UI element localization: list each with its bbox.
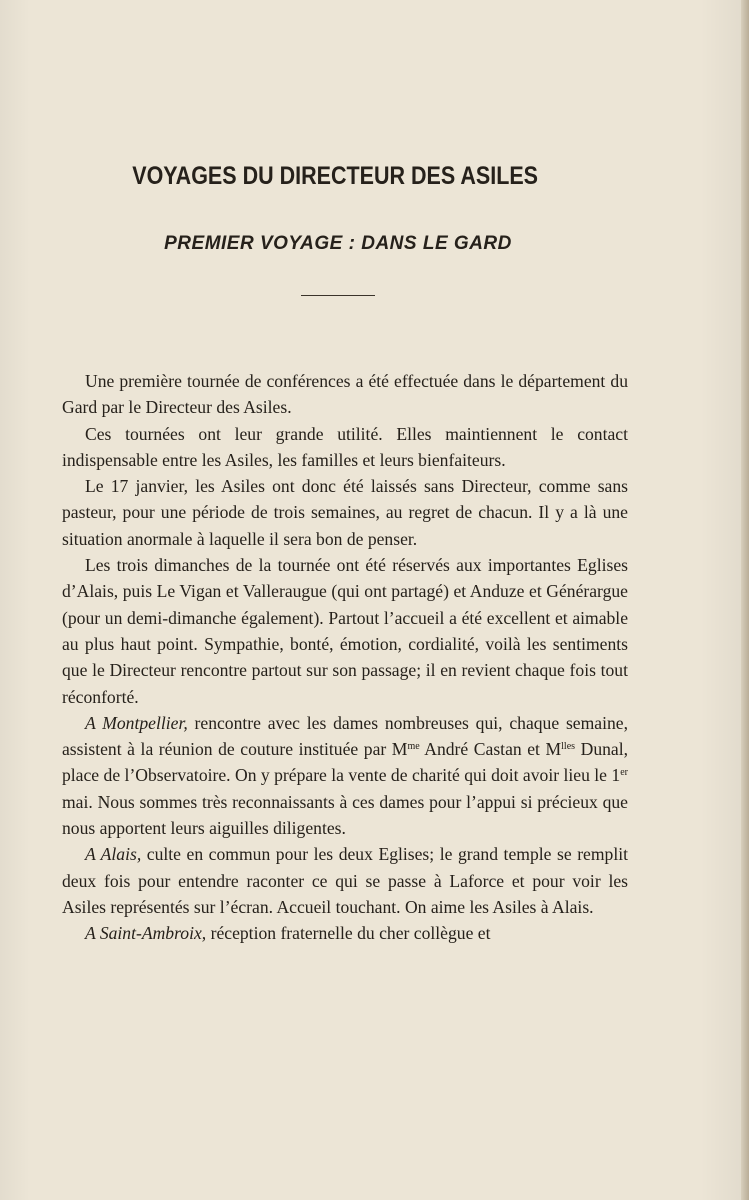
page-edge-shadow — [741, 0, 749, 1200]
paragraph-3: Le 17 janvier, les Asiles ont donc été laissés sans Directeur, comme sans pasteur, pour une période de trois semaines, au regret de chacun. Il y a là une situation anormale à laquelle il sera bon de penser. — [62, 476, 628, 549]
body-text — [62, 368, 628, 947]
paragraph-5-text-4: mai. Nous sommes très reconnaissants à ces dames pour l’appui si précieux que nous apportent leurs aiguilles diligentes. — [62, 791, 628, 839]
superscript-er: er — [620, 767, 628, 779]
paragraph-5 — [62, 710, 628, 841]
paragraph-6 — [62, 841, 628, 920]
paragraph-4: Les trois dimanches de la tournée ont été réservés aux importantes Eglises d’Alais, puis Le Vigan et Valleraugue (qui ont partagé) et Anduze et Générargue (pour un demi-dimanche également). Partout l’accueil a été excellent et aimable au plus haut point. Sympathie, bonté, émotion, cordialité, voilà les sentiments que le Directeur rencontre partout sur son passage; il en revient chaque fois tout réconforté. — [62, 555, 628, 707]
page-title: VOYAGES DU DIRECTEUR DES ASILES — [132, 162, 539, 190]
place-name-montpellier: A Montpellier, — [85, 712, 188, 733]
paragraph-5-text-2: André Castan et M — [419, 739, 562, 760]
title-divider — [301, 295, 375, 296]
superscript-lles: lles — [561, 741, 576, 753]
paragraph-7-text: réception fraternelle du cher collègue et — [206, 923, 491, 944]
paragraph-5-text-3: Dunal, place de l’Observatoire. On y prépare la vente de charité qui doit avoir lieu le 1 — [62, 739, 629, 786]
paragraph-2: Ces tournées ont leur grande utilité. Elles maintiennent le contact indispensable entre les Asiles, les familles et leurs bienfaiteurs. — [62, 423, 628, 470]
paragraph-7 — [62, 920, 628, 946]
place-name-alais: A Alais, — [85, 844, 142, 865]
superscript-me: me — [407, 741, 420, 753]
paragraph-5-text-1: rencontre avec les dames nombreuses qui, chaque semaine, assistent à la réunion de couture instituée par M — [62, 712, 628, 760]
paragraph-6-text: culte en commun pour les deux Eglises; le grand temple se remplit deux fois pour entendre raconter ce qui se passe à Laforce et pour voir les Asiles représentés sur l’écran. Accueil touchant. On aime les Asiles à Alais. — [62, 844, 629, 917]
paragraph-1: Une première tournée de conférences a été effectuée dans le département du Gard par le Directeur des Asiles. — [62, 371, 628, 418]
place-name-saint-ambroix: A Saint-Ambroix, — [85, 923, 207, 944]
page-subtitle: PREMIER VOYAGE : DANS LE GARD — [164, 233, 512, 254]
